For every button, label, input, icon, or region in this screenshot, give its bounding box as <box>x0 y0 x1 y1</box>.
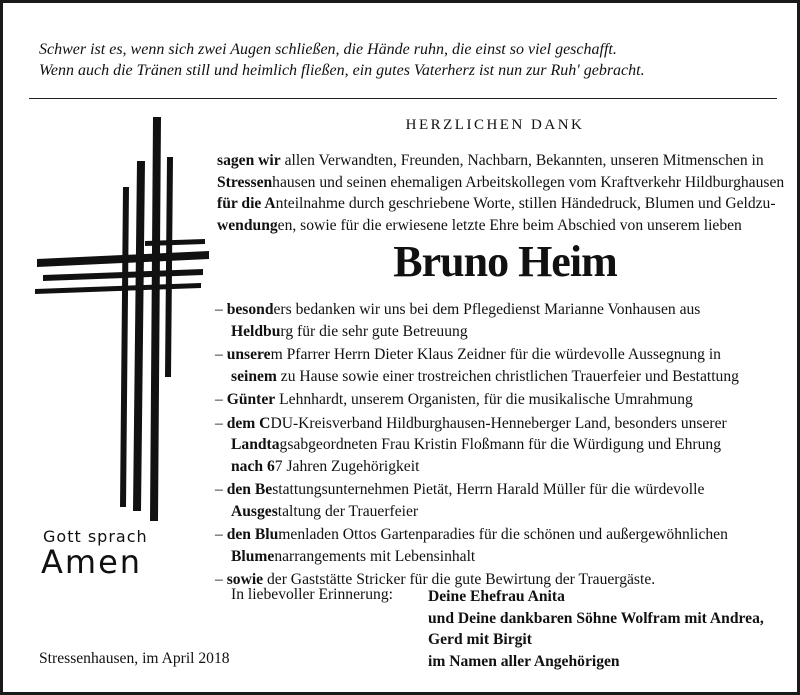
signer-line: und Deine dankbaren Söhne Wolfram mit Andrea, <box>428 609 764 627</box>
thanks-item-line: Heldburg für die sehr gute Betreuung <box>231 322 468 340</box>
thanks-item <box>215 479 790 522</box>
thanks-item-line: Blumenarrangements mit Lebensinhalt <box>231 547 476 565</box>
thanks-item-line: nach 67 Jahren Zugehörigkeit <box>231 457 420 475</box>
thanks-item-line: – unserem Pfarrer Herrn Dieter Klaus Zeidner für die würdevolle Aussegnung in <box>215 346 721 363</box>
thanks-item-line: – den Bestattungsunternehmen Pietät, Herrn Harald Müller für die würdevolle <box>215 481 705 498</box>
thanks-item-line: Landtagsabgeordneten Frau Kristin Floßmann für die Würdigung und Ehrung <box>231 436 722 453</box>
place-date: Stressenhausen, im April 2018 <box>39 650 230 667</box>
intro-line: wendungen, sowie für die erwiesene letzte Ehre beim Abschied von unserem lieben <box>217 216 742 234</box>
cross-caption-top: Gott sprach <box>43 527 148 546</box>
signers <box>428 586 764 672</box>
motto-verse <box>39 39 779 81</box>
intro-line: für die Anteilnahme durch geschriebene Worte, stillen Händedruck, Blumen und Geldzu- <box>217 195 776 212</box>
thanks-item <box>215 524 790 567</box>
thanks-item-line: Ausgestaltung der Trauerfeier <box>231 502 419 520</box>
motto-line-2: Wenn auch die Tränen still und heimlich fließen, ein gutes Vaterherz ist nun zur Ruh' gebracht. <box>39 62 645 79</box>
thanks-item-line: – besonders bedanken wir uns bei dem Pflegedienst Marianne Vonhausen aus <box>215 301 701 318</box>
thanks-item-line: – sowie der Gaststätte Stricker für die gute Bewirtung der Trauergäste. <box>215 571 656 588</box>
intro-line: Stressenhausen und seinen ehemaligen Arbeitskollegen vom Kraftverkehr Hildburghausen <box>217 173 785 191</box>
cross-graphic <box>33 117 213 521</box>
cross-icon <box>33 117 213 521</box>
thanks-item-line: – Günter Lehnhardt, unserem Organisten, für die musikalische Umrahmung <box>215 391 693 408</box>
thanks-item-line: – den Blumenladen Ottos Gartenparadies für die schönen und außergewöhnlichen <box>215 526 728 543</box>
thanks-list <box>215 299 790 593</box>
thanks-item <box>215 299 790 342</box>
thanks-item <box>215 413 790 478</box>
motto-line-1: Schwer ist es, wenn sich zwei Augen schließen, die Hände ruhn, die einst so viel geschafft. <box>39 41 617 58</box>
remembrance-label: In liebevoller Erinnerung: <box>231 586 393 603</box>
thanks-heading: HERZLICHEN DANK <box>405 117 585 133</box>
signer-line: Deine Ehefrau Anita <box>428 588 565 605</box>
signer-line: Gerd mit Birgit <box>428 631 532 648</box>
cross-caption-amen: Amen <box>41 543 143 581</box>
deceased-name: Bruno Heim <box>393 237 617 286</box>
thanks-item-line: seinem zu Hause sowie einer trostreichen christlichen Trauerfeier und Bestattung <box>231 367 739 385</box>
thanks-intro <box>217 150 787 236</box>
intro-line: sagen wir allen Verwandten, Freunden, Nachbarn, Bekannten, unseren Mitmenschen in <box>217 152 764 169</box>
thanks-item <box>215 344 790 387</box>
thanks-item-line: – dem CDU-Kreisverband Hildburghausen-Henneberger Land, besonders unserer <box>215 414 727 432</box>
signer-line: im Namen aller Angehörigen <box>428 652 620 670</box>
thanks-item <box>215 389 790 411</box>
divider <box>29 98 777 99</box>
